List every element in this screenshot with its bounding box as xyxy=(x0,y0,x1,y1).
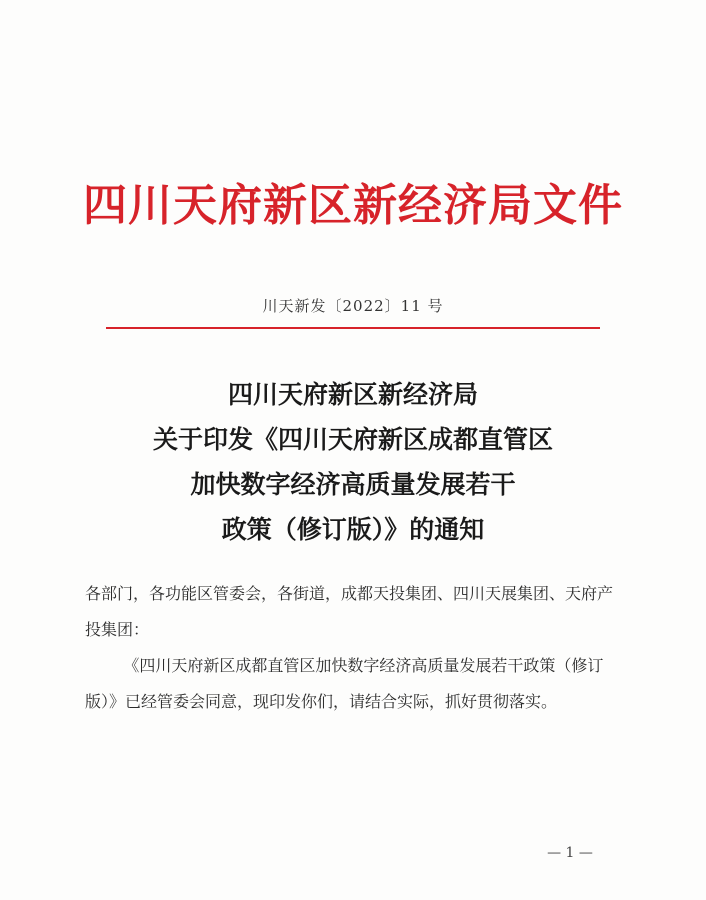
document-body xyxy=(85,576,625,720)
recipients-paragraph: 各部门，各功能区管委会，各街道，成都天投集团、四川天展集团、天府产投集团： xyxy=(85,584,614,639)
main-paragraph: 《四川天府新区成都直管区加快数字经济高质量发展若干政策（修订版）》已经管委会同意，现印发你们，请结合实际，抓好贯彻落实。 xyxy=(85,656,604,711)
title-line: 政策（修订版）》的通知 xyxy=(221,515,485,544)
title-line: 四川天府新区新经济局 xyxy=(227,380,478,409)
header-red-rule xyxy=(106,327,600,329)
page-number: — 1 — xyxy=(547,845,593,861)
document-title xyxy=(0,372,706,552)
title-line: 关于印发《四川天府新区成都直管区 xyxy=(152,425,553,454)
title-line: 加快数字经济高质量发展若干 xyxy=(190,470,516,499)
document-number: 川天新发〔2022〕11 号 xyxy=(262,297,444,315)
agency-header-title: 四川天府新区新经济局文件 xyxy=(83,180,623,231)
